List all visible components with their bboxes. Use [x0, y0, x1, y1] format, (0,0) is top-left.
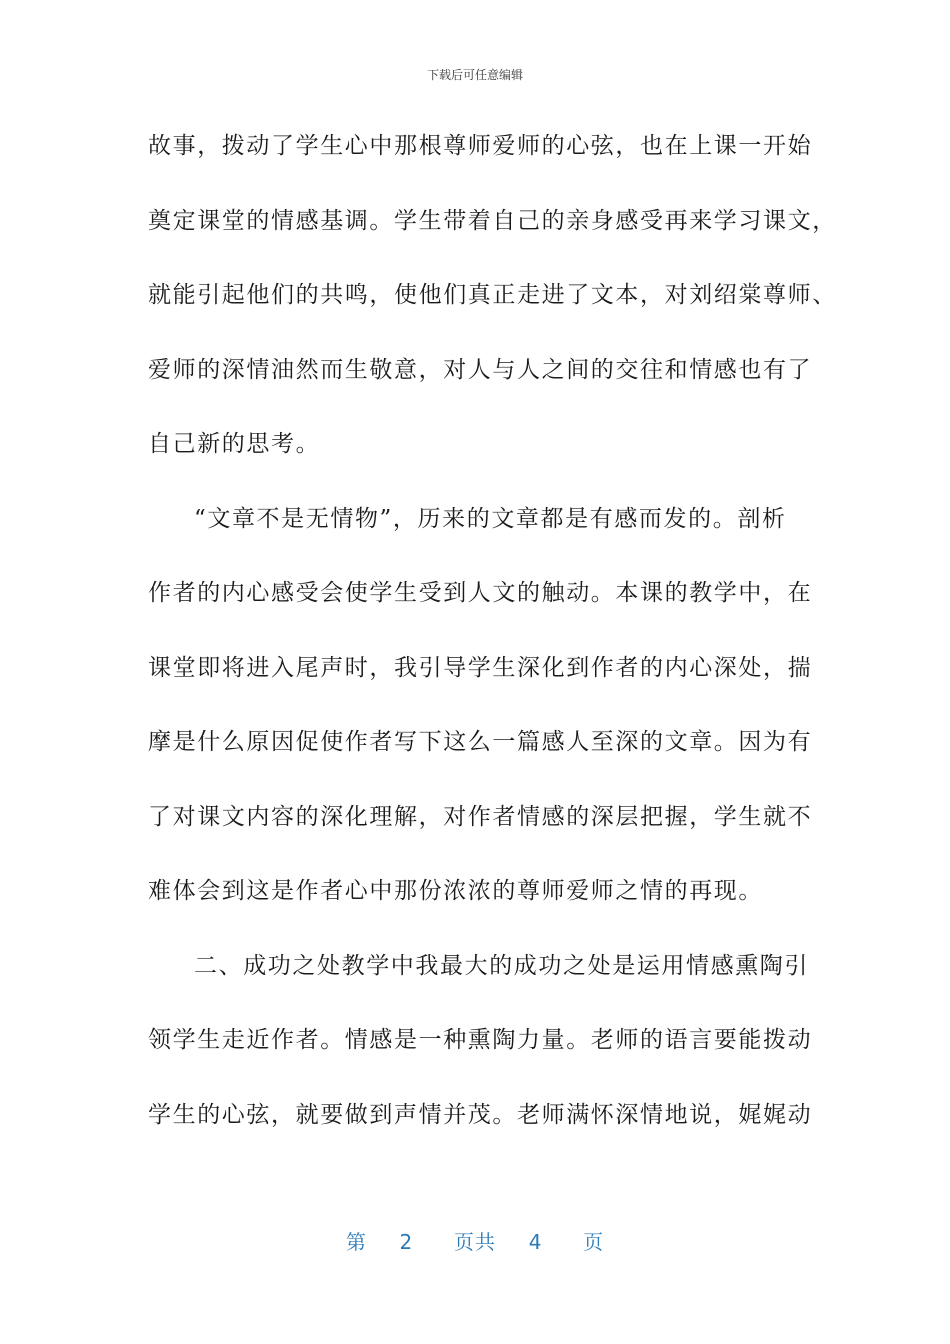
text-line: 摩是什么原因促使作者写下这么一篇感人至深的文章。因为有: [148, 729, 813, 755]
page-suffix: 页: [583, 1230, 605, 1254]
text-line: 爱师的深情油然而生敬意，对人与人之间的交往和情感也有了: [148, 356, 813, 383]
paragraph-start-line: 二、成功之处教学中我最大的成功之处是运用情感熏陶引: [194, 952, 809, 979]
text-line: 学生的心弦，就要做到声情并茂。老师满怀深情地说，娓娓动: [148, 1101, 813, 1128]
page-middle: 页共: [454, 1230, 496, 1254]
page-current: 2: [399, 1230, 414, 1254]
document-body: [148, 126, 837, 1169]
text-line: 作者的内心感受会使学生受到人文的触动。本课的教学中，在: [148, 580, 813, 606]
text-line: 故事，拨动了学生心中那根尊师爱师的心弦，也在上课一开始: [148, 133, 813, 159]
text-line: 自己新的思考。: [148, 431, 321, 457]
text-line: 就能引起他们的共鸣，使他们真正走进了文本，对刘绍棠尊师、: [148, 282, 837, 308]
page-total: 4: [528, 1230, 543, 1254]
text-line: 了对课文内容的深化理解，对作者情感的深层把握，学生就不: [148, 803, 813, 830]
text-line: 难体会到这是作者心中那份浓浓的尊师爱师之情的再现。: [148, 878, 763, 904]
text-line: 领学生走近作者。情感是一种熏陶力量。老师的语言要能拨动: [148, 1027, 813, 1053]
page-prefix: 第: [345, 1230, 367, 1254]
text-line: 奠定课堂的情感基调。学生带着自己的亲身感受再来学习课文，: [148, 207, 837, 234]
header-note: 下载后可任意编辑: [426, 68, 523, 82]
page-number-footer: [0, 1226, 950, 1255]
text-line: 课堂即将进入尾声时，我引导学生深化到作者的内心深处，揣: [148, 654, 813, 681]
paragraph-start-line: “文章不是无情物”，历来的文章都是有感而发的。剖析: [194, 505, 787, 532]
